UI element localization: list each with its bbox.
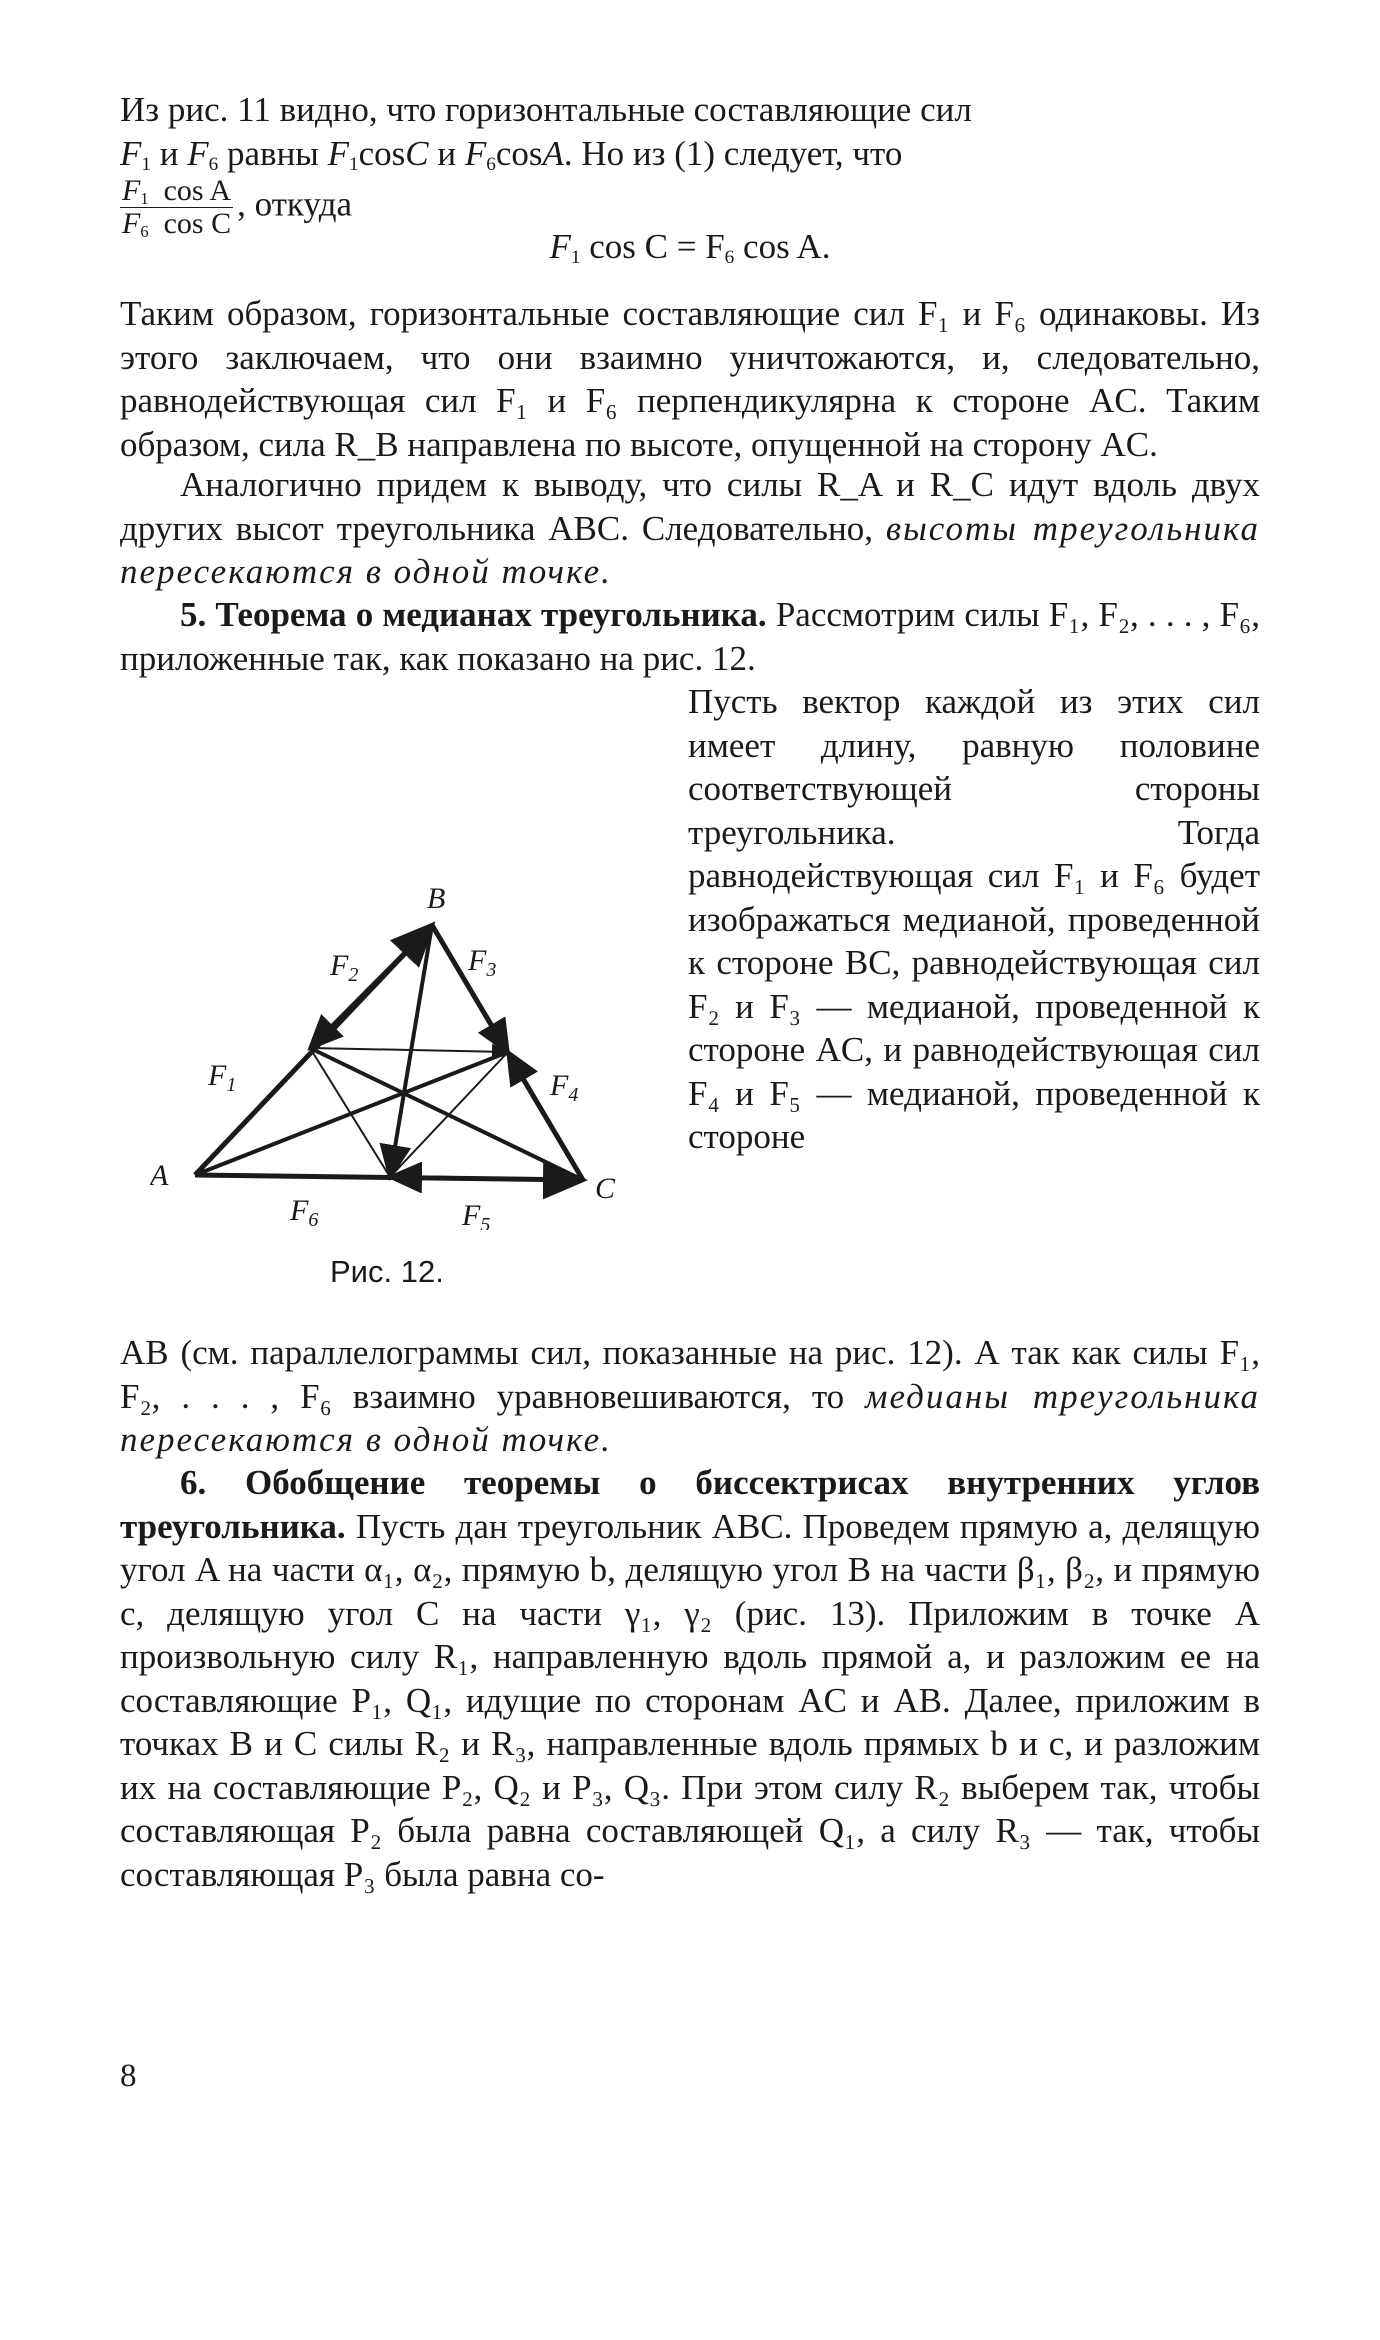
vertex-label-b: B bbox=[427, 882, 446, 915]
figure-12-triangle-medians bbox=[150, 880, 650, 1230]
label-f5: $F_5$ bbox=[462, 1199, 491, 1230]
paragraph-altitudes bbox=[120, 463, 1260, 594]
formula-body: cos C = F bbox=[589, 227, 725, 266]
emphasized-conclusion: высоты треугольника пересекаются в одной точке. bbox=[120, 508, 1260, 591]
text-line: Из рис. 11 видно, что горизонтальные составляющие сил bbox=[120, 90, 972, 129]
formula-end: cos A. bbox=[743, 227, 831, 266]
label-f4: $F_4$ bbox=[550, 1069, 579, 1106]
section-5-title: 5. Теорема о медианах треугольника. bbox=[180, 595, 767, 634]
text-fragment: AB (см. параллелограммы сил, показанные на рис. 12). А так как силы F₁, F₂, . . . , F₆ взаимно уравновешиваются, то bbox=[120, 1333, 1260, 1416]
section-5-side-text: Пусть вектор каждой из этих сил имеет длину, равную половине соответствующей стороны треугольника. Тогда равнодействующая сил F₁ и F₆ будет изображаться медианой, проведенной к стороне BC, равнодействующая сил F₂ и F₃ — медианой, проведенной к стороне AC, и равнодействующая сил F₄ и F₅ — медианой, проведенной к стороне bbox=[688, 682, 1260, 1156]
emphasized-conclusion: медианы треугольника пересекаются в одной точке. bbox=[120, 1376, 1261, 1459]
section-6 bbox=[120, 1461, 1260, 1896]
fraction: $\frac{F_1 \cos A}{F_6 \cos C}$ bbox=[122, 174, 232, 242]
section-6-body: Пусть дан треугольник ABC. Проведем прямую a, делящую угол A на части α₁, α₂, прямую b, делящую угол B на части β₁, β₂, и прямую c, делящую угол C на части γ₁, γ₂ (рис. 13). Приложим в точке A произвольную силу R₁, направленную вдоль прямой a, и разложим ее на составляющие P₁, Q₁, идущие по сторонам AC и AB. Далее, приложим в точках B и C силы R₂ и R₃, направленные вдоль прямых b и c, и разложим их на составляющие P₂, Q₂ и P₃, Q₃. При этом силу R₂ выберем так, чтобы составляющая P₂ была равна составляющей Q₁, а силу R₃ — так, чтобы составляющая P₃ была равна со- bbox=[120, 1506, 1261, 1894]
section-5-intro bbox=[120, 593, 1260, 680]
label-f3: $F_3$ bbox=[468, 944, 497, 981]
formula-equation: $F_1$ $\cos C = F_6$ cos A. bbox=[549, 227, 831, 268]
section-6-title: 6. Обобщение теоремы о биссектрисах внутренних углов треугольника. bbox=[120, 1463, 1260, 1546]
section-5-conclusion bbox=[120, 1331, 1260, 1462]
text-fragment: , откуда bbox=[237, 184, 353, 224]
fraction-denominator: cos C bbox=[163, 207, 232, 240]
page-number: 8 bbox=[120, 2058, 137, 2094]
text-fragment: Аналогично придем к выводу, что силы R_A и R_C идут вдоль двух других высот треугольника ABC. Следовательно, bbox=[120, 465, 1260, 548]
text-fragment: . Но из (1) следует, что bbox=[563, 133, 903, 173]
vertex-label-a: A bbox=[150, 1159, 169, 1192]
label-f6: $F_6$ bbox=[290, 1194, 319, 1230]
paragraph-conclusion-altitude: Таким образом, горизонтальные составляющие сил F₁ и F₆ одинаковы. Из этого заключаем, что они взаимно уничтожаются, и, следовательно, равнодействующая сил F₁ и F₆ перпендикулярна к стороне AC. Таким образом, сила R_B направлена по высоте, опущенной на сторону AC. bbox=[120, 294, 1260, 464]
label-f1: $F_1$ bbox=[208, 1059, 237, 1096]
figure-caption: Рис. 12. bbox=[330, 1254, 444, 1289]
fraction-numerator: cos A bbox=[163, 174, 232, 207]
paragraph-horizontal-components: Из рис. 11 видно, что горизонтальные составляющие сил $F_1$ и $F_6$ равны $F_1\cos C$ и $F_6\cos A$. Но из (1) следует, что $\frac{F_1 \cos A}{F_6 \cos C}$ , откуда bbox=[120, 90, 972, 242]
vertex-label-c: C bbox=[595, 1172, 616, 1205]
label-f2: $F_2$ bbox=[330, 949, 359, 986]
text-fragment: равны bbox=[227, 133, 319, 173]
text-fragment: Рассмотрим силы F₁, F₂, . . . , F₆, приложенные так, как показано на рис. 12. bbox=[120, 595, 1260, 678]
